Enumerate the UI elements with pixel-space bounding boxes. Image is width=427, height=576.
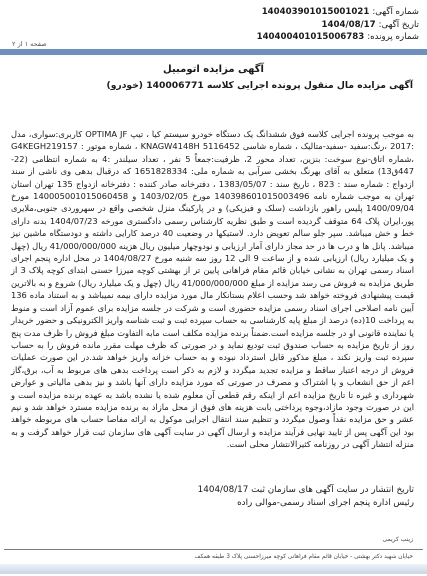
office-address: خیابان شهید دکتر بهشتی - خیابان قائم مقام فراهانی کوچه میرزاحسنی پلاک 3 طبقه همکف bbox=[194, 554, 413, 560]
footer-divider bbox=[4, 549, 423, 550]
notice-number-label: شماره آگهی: bbox=[372, 7, 419, 17]
header-info bbox=[257, 6, 419, 44]
notice-subtitle: آگهی مزایده مال منقول پرونده اجرایی کلاسه 140006771 (خودرو) bbox=[106, 80, 413, 91]
signatory-name: زینب کریمی bbox=[382, 536, 413, 543]
case-number-value: 140400401015006783 bbox=[256, 32, 365, 42]
notice-footer bbox=[11, 484, 414, 510]
footer-bar bbox=[0, 564, 427, 574]
notice-date-line bbox=[257, 19, 419, 32]
notice-body: به موجب پرونده اجرایی کلاسه فوق ششدانگ یک دستگاه خودرو سیستم کیا ، تیپ OPTIMA JF کاربری:سواری، مدل :2017 ،رنگ:سفید -سفید-متالیک ، شماره شاسی KNAGW4148H 5116452 ، شماره موتور : G4KEGH219157 ،شماره اتاق-نوع سوخت: بنزین، تعداد محور 2، ظرفیت:جمعاً 5 نفر ، تعداد سیلندر :4 به شماره انتظامی (22-447ق13) متعلق به آقای بهرنگ بخشی سرآبی به شماره ملی: 1651828334 که درقبال بدهی وی ناشی از سند ازدواج : شماره سند : 823 ، تاریخ سند : 1383/05/07 ، دفترخانه صادر کننده : دفترخانه ازدواج 135 تهران استان تهران به موجب شماره نامه 140398601015003496 مورخ 1403/02/05 و 140005001015060458 مورخ 1400/09/04 پلیس راهور بازداشت (سلک و فیزیکی) و در پارکینگ منزل شخصی واقع در سهروردی جنوبی،ملایری پور،ایران پلاک 64 متوقف گردیده است و طبق نظریه کارشناس رسمی دادگستری مورخه 1404/07/23 بدنه دارای خط و خش میباشد. سپر جلو سالم تعویض دارد. لاستیکها در وضعیت 40 درصد کارایی داشته و دودستگاه ماشین نیز میباشد. پانل ها و درب ها در حد مجاز دارای آمار ارزیابی و نودوچهار میلیون ریال هزینه 41/000/000/000 ریال (چهل و یک میلیارد ریال) ارزیابی شده و از ساعت 9 الی 12 روز سه شنبه مورخ 1404/08/27 در محل اداره پنجم اجرای اسناد رسمی تهران به نشانی خیابان قائم مقام فراهانی پایین تر از بهشتی کوچه میرزا حسنی ابتدای کوچه پلاک 3 از طریق مزایده به فروش می رسد مزایده از مبلغ 41/000/000/000 ریال (چهل و یک میلیارد ریال) شروع و به بالاترین قیمت پیشنهادی فروخته خواهد شد وحسب اعلام بستانکار مال مورد مزایده دارای بیمه نمیباشد و به استناد ماده 136 آیین نامه اصلاحی اجرای اسناد رسمی مزایده حضوری است و شرکت در جلسه مزایده برای عموم آزاد است و منوط به پرداخت 10(ده) درصد از مبلغ پایه کارشناسی به حساب سپرده ثبت و ثبت شناسه واریز الکترونیکی و حضور خریدار یا نماینده قانونی او در جلسه مزایده است.ضمناً برنده مزایده مکلف است مابه التفاوت مبلغ فروش را ظرف مدت پنج روز از تاریخ مزایده به حساب صندوق ثبت تودیع نماید و در صورتی که ظرف مهلت مقرر مانده فروش را به حساب سپرده ثبت واریز نکند ، مبلغ مذکور قابل استرداد نبوده و به حساب خزانه واریز خواهد شد.در این صورت عملیات فروش از درجه اعتبار ساقط و مزایده تجدید میگردد و لازم به ذکر است پرداخت بدهی های مربوط به آب، برق،گاز اعم از حق انشعاب و یا اشتراک و مصرف در صورتی که مورد مزایده دارای آنها باشد و نیز بدهی مالیاتی و عوارض شهرداری و غیره تا تاریخ مزایده اعم از اینکه رقم قطعی آن معلوم شده یا نشده باشد به عهده برنده مزایده است و این در صورت وجود مازاد،وجوه پرداختی بابت هزینه های فوق از محل مازاد به برنده مزایده مسترد خواهد شد و نیم عشر و حق مزایده نقداً وصول میگردد و تنظیم سند انتقال اجرایی موکول به ارائه مفاصا حساب های مربوطه خواهد بود این آگهی پس از تایید نهایی فرآیند مزایده و ارسال آگهی در سایت آگهی های سازمان ثبت قرار خواهد گرفت و به منزله انتشار آگهی در روزنامه کثیرالانتشار محلی است. bbox=[11, 129, 415, 450]
notice-title: آگهی مزایده اتومبیل bbox=[163, 64, 264, 75]
publish-date-line: تاریخ انتشار در سایت آگهی های سازمان ثبت 1404/08/17 bbox=[197, 485, 414, 495]
notice-number-line bbox=[257, 6, 419, 19]
page-indicator: صفحه ۱ از ۲ bbox=[12, 40, 47, 48]
notice-date-label: تاریخ آگهی: bbox=[378, 19, 419, 30]
header-divider-bar bbox=[0, 49, 427, 55]
office-line: رئیس اداره پنجم اجرای اسناد رسمی-موالی راده bbox=[237, 498, 414, 508]
case-number-label: شماره پرونده: bbox=[367, 32, 419, 42]
notice-number-value: 140403901015001021 bbox=[261, 7, 370, 17]
case-number-line bbox=[257, 31, 419, 44]
notice-date-value: 1404/08/17 bbox=[321, 19, 376, 30]
